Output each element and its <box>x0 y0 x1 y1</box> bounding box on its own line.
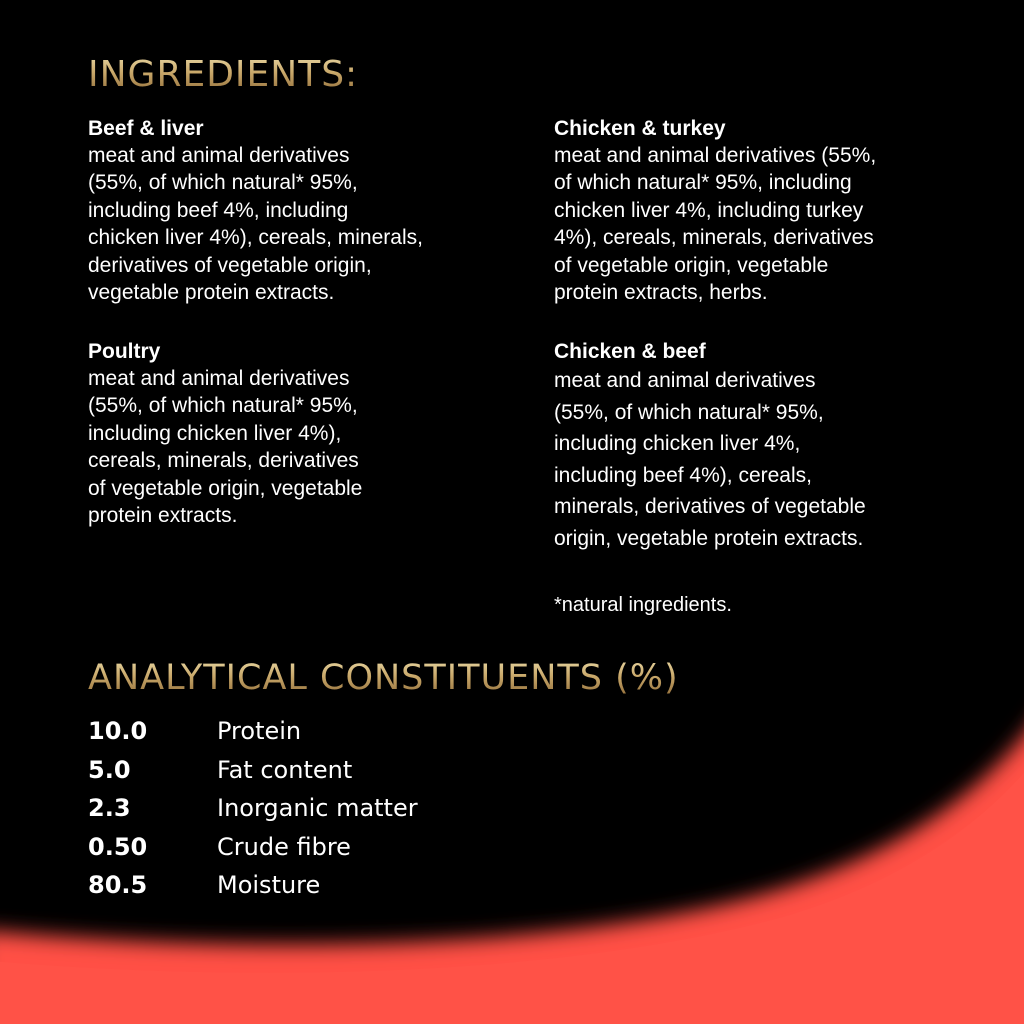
recipe-chicken-beef <box>554 338 954 554</box>
ingredient-line: meat and animal derivatives <box>88 144 350 167</box>
ingredient-line: (55%, of which natural* 95%, <box>554 400 824 424</box>
ingredient-line: of vegetable origin, vegetable <box>554 253 829 277</box>
constituent-value: 0.50 <box>88 832 148 861</box>
ingredient-line: meat and animal derivatives <box>88 367 350 390</box>
ingredient-line: chicken liver 4%, including turkey <box>554 198 864 222</box>
ingredient-line: meat and animal derivatives <box>554 369 816 392</box>
constituent-label: Moisture <box>217 871 321 899</box>
ingredient-line: (55%, of which natural* 95%, <box>88 394 358 418</box>
ingredient-line: cereals, minerals, derivatives <box>88 449 359 473</box>
ingredient-line: including beef 4%), cereals, <box>554 463 812 487</box>
ingredient-line: of vegetable origin, vegetable <box>88 476 363 500</box>
constituent-row <box>88 794 588 833</box>
constituent-value: 80.5 <box>88 871 148 899</box>
recipe-beef-liver <box>88 115 488 306</box>
ingredient-line: (55%, of which natural* 95%, <box>88 171 358 195</box>
ingredient-line: meat and animal derivatives (55%, <box>554 144 877 167</box>
ingredient-line: 4%), cereals, minerals, derivatives <box>554 226 874 250</box>
recipe-name: Poultry <box>88 340 161 363</box>
recipe-name: Chicken & turkey <box>554 117 726 140</box>
constituent-row <box>88 833 588 872</box>
recipe-name: Beef & liver <box>88 117 204 140</box>
ingredient-line: of which natural* 95%, including <box>554 171 852 195</box>
analytical-constituents-heading: ANALYTICAL CONSTITUENTS (%) <box>88 658 768 698</box>
natural-ingredients-footnote: *natural ingredients. <box>554 594 732 616</box>
constituent-label: Protein <box>217 717 302 745</box>
recipe-chicken-turkey <box>554 115 954 306</box>
constituent-label: Crude fibre <box>217 832 351 861</box>
ingredient-line: chicken liver 4%), cereals, minerals, <box>88 226 423 250</box>
constituent-row <box>88 871 588 910</box>
constituent-value: 2.3 <box>88 794 131 822</box>
recipe-ingredients <box>88 365 488 529</box>
ingredients-heading: INGREDIENTS: <box>88 54 388 95</box>
recipe-ingredients <box>554 142 954 306</box>
ingredient-line: including chicken liver 4%), <box>88 421 342 445</box>
constituent-row <box>88 756 588 795</box>
ingredient-line: including beef 4%, including <box>88 198 349 222</box>
ingredient-line: minerals, derivatives of vegetable <box>554 495 866 518</box>
ingredient-line: derivatives of vegetable origin, <box>88 253 372 277</box>
ingredient-line: vegetable protein extracts. <box>88 281 335 305</box>
recipe-poultry <box>88 338 488 529</box>
recipe-ingredients <box>88 142 488 306</box>
constituent-label: Inorganic matter <box>217 794 418 822</box>
constituents-table <box>88 717 588 910</box>
constituent-value: 5.0 <box>88 755 131 784</box>
ingredient-line: origin, vegetable protein extracts. <box>554 526 864 550</box>
constituent-row <box>88 717 588 756</box>
recipe-name: Chicken & beef <box>554 340 706 363</box>
recipe-ingredients <box>554 365 954 554</box>
ingredient-line: protein extracts, herbs. <box>554 281 768 305</box>
constituent-label: Fat content <box>217 755 353 784</box>
ingredient-line: protein extracts. <box>88 504 238 528</box>
constituent-value: 10.0 <box>88 717 148 745</box>
ingredient-line: including chicken liver 4%, <box>554 432 801 455</box>
